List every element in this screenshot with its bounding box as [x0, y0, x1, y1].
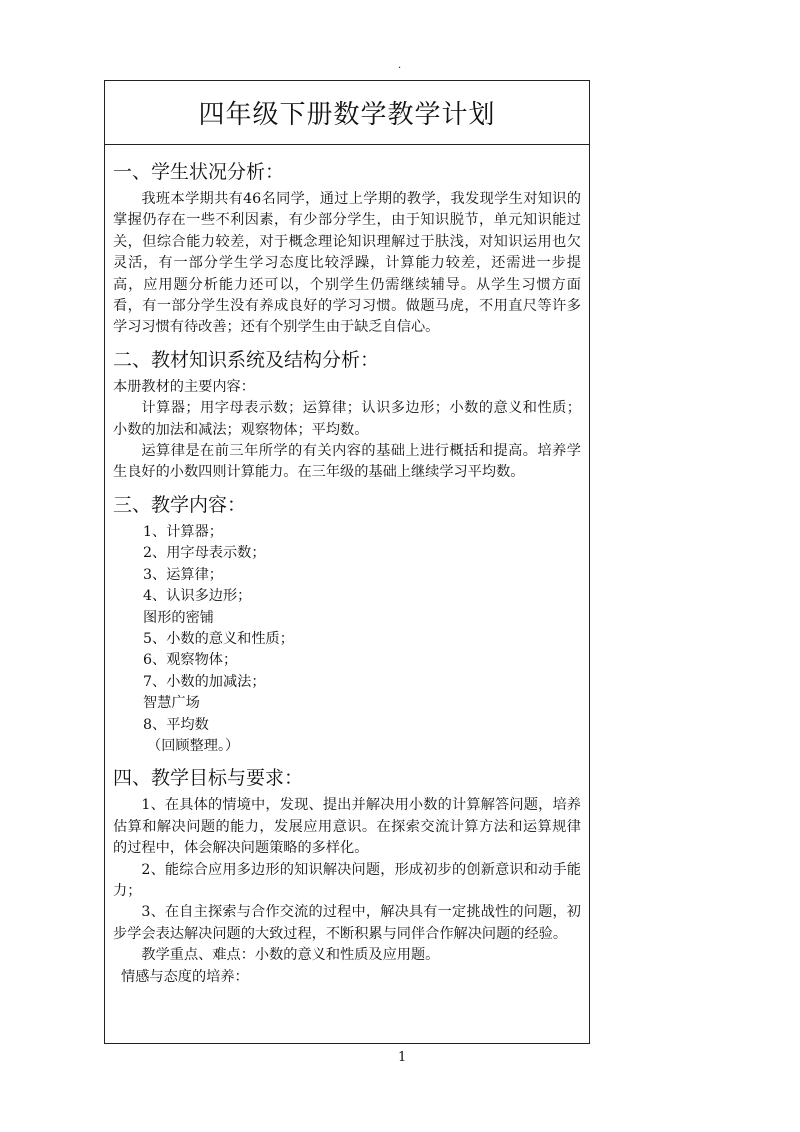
section-2-intro: 本册教材的主要内容： [113, 378, 255, 395]
section-4-paragraph-2: 2、能综合应用多边形的知识解决问题，形成初步的创新意识和动手能力； [113, 861, 581, 899]
list-item: 5、小数的意义和性质； [143, 630, 294, 647]
section-heading-4: 四、教学目标与要求： [113, 767, 304, 790]
list-item: 8、平均数 [143, 716, 209, 733]
section-heading-2: 二、教材知识系统及结构分析： [113, 348, 380, 371]
section-2-paragraph-1: 计算器；用字母表示数；运算律；认识多边形；小数的意义和性质；小数的加法和减法；观察物体；平均数。 [113, 400, 581, 438]
list-item: 1、计算器； [143, 523, 223, 540]
plan-table [104, 80, 590, 1044]
attitude-line: 情感与态度的培养： [121, 968, 249, 985]
list-item: 智慧广场 [143, 695, 200, 712]
list-item: 3、运算律； [143, 566, 223, 583]
page-number: 1 [398, 1050, 407, 1065]
section-1-paragraph: 我班本学期共有46名同学，通过上学期的教学，我发现学生对知识的掌握仍存在一些不利因素，有少部分学生，由于知识脱节，单元知识能过关，但综合能力较差，对于概念理论知识理解过于肤浅，对知识运用也欠灵活，有一部分学生学习态度比较浮躁，计算能力较差，还需进一步提高，应用题分析能力还可以，个别学生仍需继续辅导。从学生习惯方面看，有一部分学生没有养成良好的学习习惯。做题马虎，不用直尺等许多学习习惯有待改善；还有个别学生由于缺乏自信心。 [113, 191, 581, 336]
section-4-paragraph-3: 3、在自主探索与合作交流的过程中，解决具有一定挑战性的问题，初步学会表达解决问题的大致过程，不断积累与同伴合作解决问题的经验。 [113, 904, 581, 942]
document-title: 四年级下册数学教学计划 [198, 100, 496, 130]
section-2-paragraph-2: 运算律是在前三年所学的有关内容的基础上进行概括和提高。培养学生良好的小数四则计算能力。在三年级的基础上继续学习平均数。 [113, 443, 581, 481]
list-item: （回顾整理。） [147, 737, 240, 754]
key-points-line: 教学重点、难点：小数的意义和性质及应用题。 [141, 947, 440, 964]
list-item: 4、认识多边形； [143, 588, 252, 605]
title-cell [105, 81, 589, 145]
section-heading-3: 三、教学内容： [113, 493, 247, 516]
list-item: 6、观察物体； [143, 652, 238, 669]
section-heading-1: 一、学生状况分析： [113, 161, 285, 183]
list-item: 2、用字母表示数； [143, 545, 266, 562]
list-item: 7、小数的加减法； [143, 673, 266, 690]
content-cell [105, 145, 589, 988]
section-4-paragraph-1: 1、在具体的情境中，发现、提出并解决用小数的计算解答问题，培养估算和解决问题的能力，发展应用意识。在探索交流计算方法和运算规律的过程中，体会解决问题策略的多样化。 [113, 797, 581, 857]
list-item: 图形的密铺 [143, 609, 214, 626]
header-dot: . [398, 60, 402, 71]
content-list [113, 522, 581, 757]
